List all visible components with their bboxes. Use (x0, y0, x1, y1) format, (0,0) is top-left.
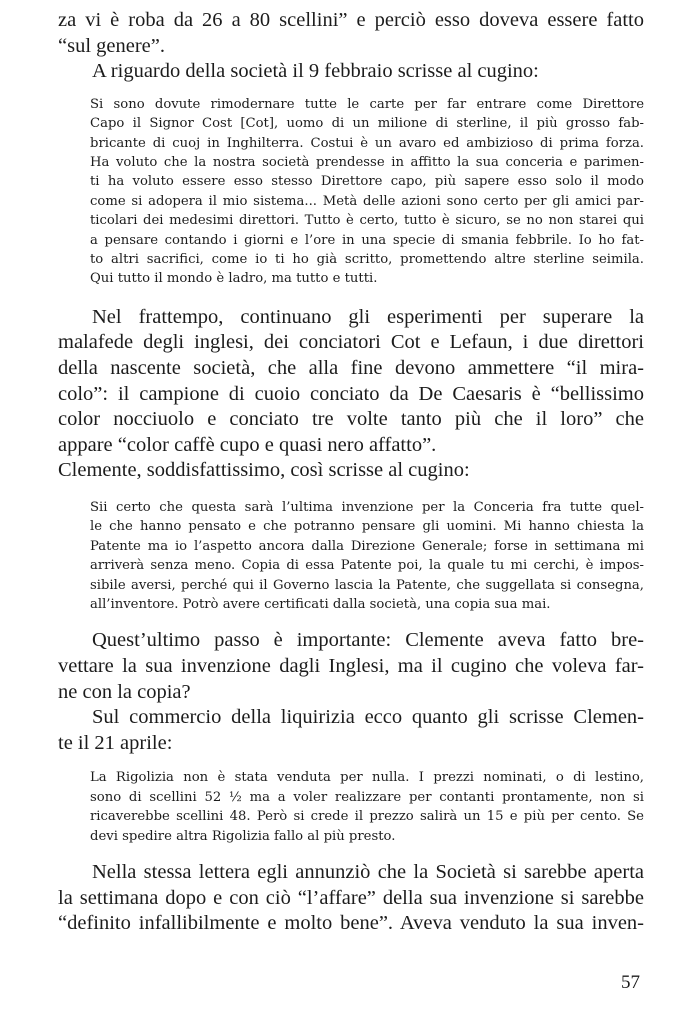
quote-line: devi spedire altra Rigolizia fallo al più presto. (90, 828, 396, 844)
text-line: Nel frattempo, continuano gli esperimenti per superare la (92, 305, 644, 328)
text-line: colo”: il campione di cuoio conciato da De Caesaris è “bellissimo (58, 382, 644, 405)
text-line: A riguardo della società il 9 febbraio scrisse al cugino: (92, 60, 539, 83)
quote-line: sono di scellini 52 ½ ma a voler realizzare per contanti prontamente, non si (90, 789, 644, 805)
paragraph-society-opening (58, 860, 644, 937)
quote-line: Capo il Signor Cost [Cot], uomo di un milione di sterline, il più grosso fab- (90, 116, 644, 132)
quote-line: to altri sacrifici, come io ti ho già scritto, promettendo altre sterline seimila. (90, 252, 644, 268)
text-line: ne con la copia? (58, 680, 191, 703)
quote-line: Si sono dovute rimodernare tutte le carte per far entrare come Direttore (90, 96, 644, 112)
block-quote-letter-february (58, 95, 644, 289)
paragraph-liquorice (58, 705, 644, 756)
text-line: Clemente, soddisfattissimo, così scrisse al cugino: (58, 459, 470, 482)
paragraph-continuation (58, 8, 644, 59)
text-line: “definito infallibilmente e molto bene”. Aveva venduto la sua inven- (58, 912, 644, 935)
block-quote-letter-april (58, 768, 644, 846)
quote-line: Sii certo che questa sarà l’ultima invenzione per la Conceria fra tutte quel- (90, 500, 644, 515)
quote-line: Ha voluto che la nostra società prendesse in affitto la sua conceria e parimen- (90, 155, 644, 170)
quote-line: sibile aversi, perché qui il Governo lascia la Patente, che suggellata si consegna, (90, 577, 644, 593)
block-quote-letter-patent (58, 498, 644, 614)
text-line: appare “color caffè cupo e quasi nero affatto”. (58, 433, 437, 456)
text-line: color nocciuolo e conciato tre volte tanto più che il loro” che (58, 408, 644, 431)
text-line: della nascente società, che alla fine devono ammettere “il mira- (58, 357, 644, 380)
quote-line: ti ha voluto essere esso stesso Direttore capo, più sapere esso solo il modo (90, 174, 644, 190)
page-number: 57 (621, 972, 640, 993)
text-line: te il 21 aprile: (58, 731, 173, 754)
paragraph-intro-society (58, 59, 644, 85)
quote-line: Qui tutto il mondo è ladro, ma tutto e tutti. (90, 271, 378, 287)
text-line: la settimana dopo e con ciò “l’affare” della sua invenzione si sarebbe (58, 886, 644, 909)
quote-line: arriverà senza meno. Copia di essa Patente poi, la quale tu mi cerchi, è impos- (90, 558, 644, 574)
quote-line: all’inventore. Potrò avere certificati dalla società, una copia sua mai. (90, 597, 551, 613)
text-line: za vi è roba da 26 a 80 scellini” e perciò esso doveva essere fatto (58, 9, 644, 31)
text-line: “sul genere”. (58, 34, 165, 57)
paragraph-experiments (58, 305, 644, 484)
text-line: Quest’ultimo passo è importante: Clemente aveva fatto bre- (92, 629, 644, 652)
quote-line: ricaverebbe scellini 48. Però si crede il prezzo salirà un 15 e più per cento. Se (90, 809, 644, 825)
text-line: malafede degli inglesi, dei conciatori Cot e Lefaun, i due direttori (58, 331, 644, 354)
quote-line: a pensare contando i giorni e l’ore in una specie di smania febbrile. Io ho fat- (90, 232, 644, 248)
quote-line: Patente ma io l’aspetto ancora dalla Direzione Generale; forse in settimana mi (90, 538, 644, 554)
text-line: Sul commercio della liquirizia ecco quanto gli scrisse Clemen- (92, 706, 644, 729)
paragraph-patent-note (58, 628, 644, 705)
text-line: vettare la sua invenzione dagli Inglesi, ma il cugino che voleva far- (58, 655, 644, 678)
book-page (58, 4, 644, 937)
quote-line: le che hanno pensato e che potranno pensare gli uomini. Mi hanno chiesta la (90, 519, 644, 535)
quote-line: come si adopera il mio sistema... Metà delle azioni sono certo per gli amici par- (90, 193, 644, 209)
quote-line: bricante di cuoj in Inghilterra. Costui è un avaro ed ambizioso di prima forza. (90, 135, 644, 151)
quote-line: ticolari dei medesimi direttori. Tutto è certo, tutto è sicuro, se no non starei qui (90, 213, 644, 229)
text-line: Nella stessa lettera egli annunziò che la Società si sarebbe aperta (92, 861, 644, 884)
quote-line: La Rigolizia non è stata venduta per nulla. I prezzi nominati, o di lestino, (90, 770, 644, 786)
